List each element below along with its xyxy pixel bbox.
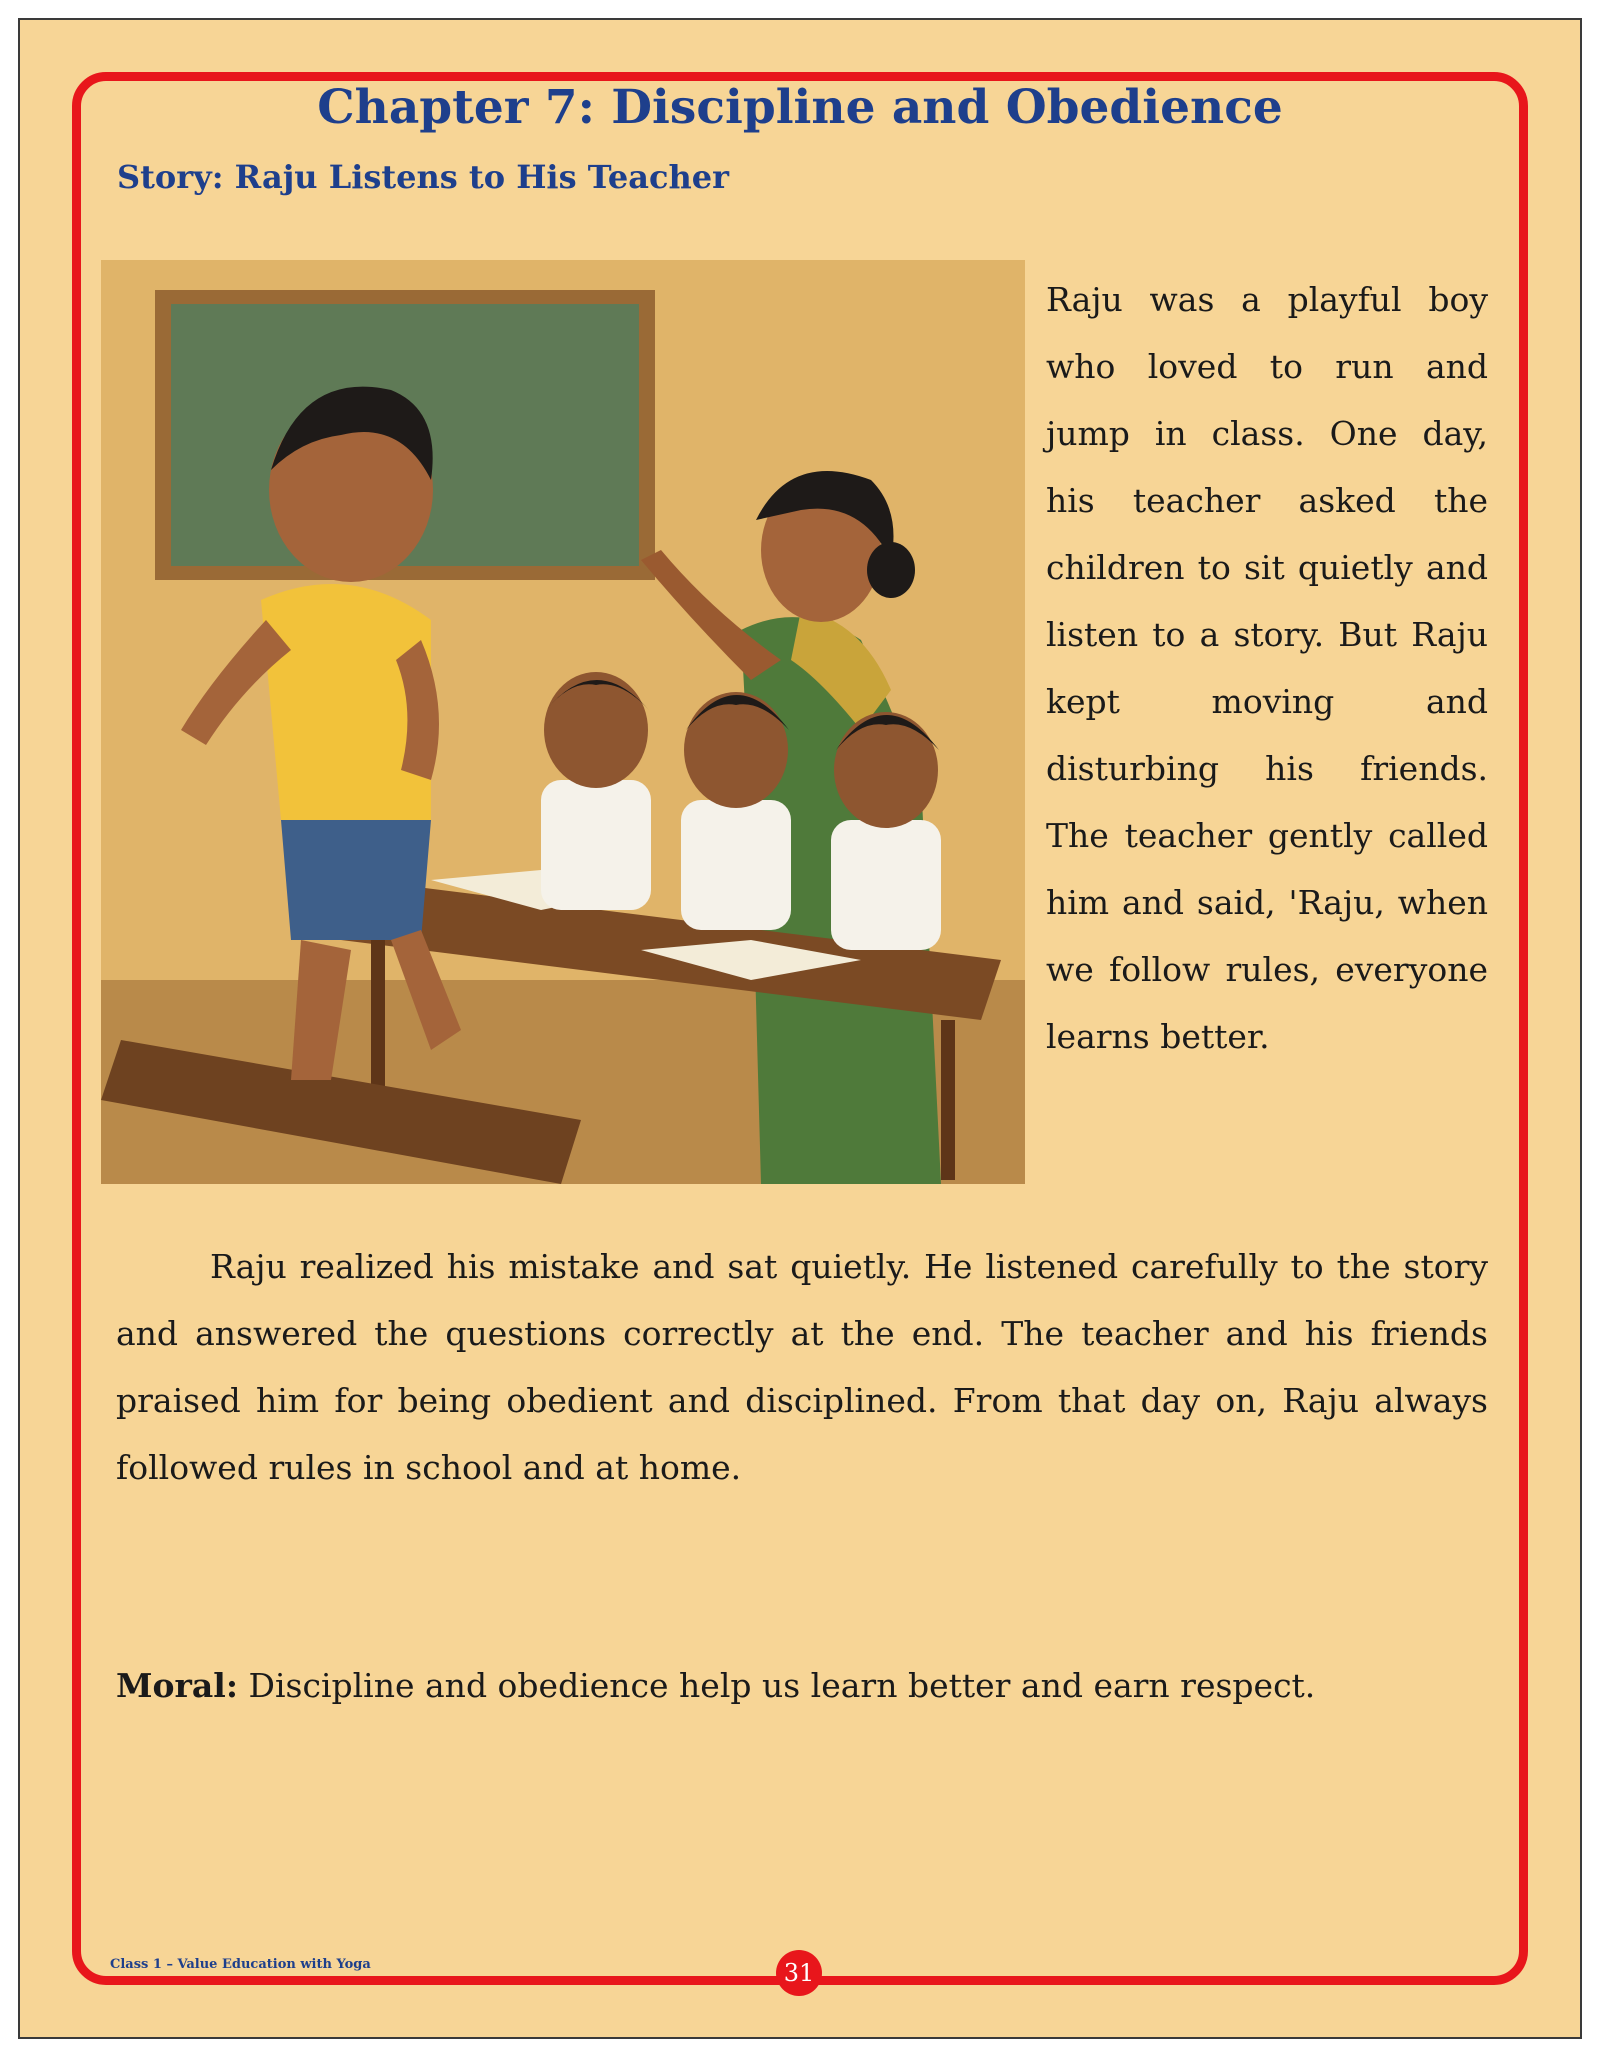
moral-text: Discipline and obedience help us learn better and earn respect.: [238, 1666, 1316, 1705]
moral-label: Moral:: [116, 1666, 239, 1705]
moral-line: [116, 1652, 1488, 1719]
footer-book-label: Class 1 – Value Education with Yoga: [110, 1957, 371, 1972]
chapter-title: Chapter 7: Discipline and Obedience: [317, 80, 1283, 135]
story-title: Story: Raju Listens to His Teacher: [117, 158, 729, 196]
story-side-paragraph: Raju was a playful boy who loved to run and jump in class. One day, his teacher asked the children to sit quietly and listen to a story. But Raju kept moving and disturbing his friends. The teacher gently called him and said, 'Raju, when we follow rules, everyone learns better.: [1046, 280, 1488, 1056]
story-body-paragraph: Raju realized his mistake and sat quietly. He listened carefully to the story and answered the questions correctly at the end. The teacher and his friends praised him for being obedient and disciplined. From that day on, Raju always followed rules in school and at home.: [116, 1247, 1488, 1487]
page-number-badge: 31: [776, 1950, 822, 1996]
classroom-illustration: [101, 260, 1025, 1184]
